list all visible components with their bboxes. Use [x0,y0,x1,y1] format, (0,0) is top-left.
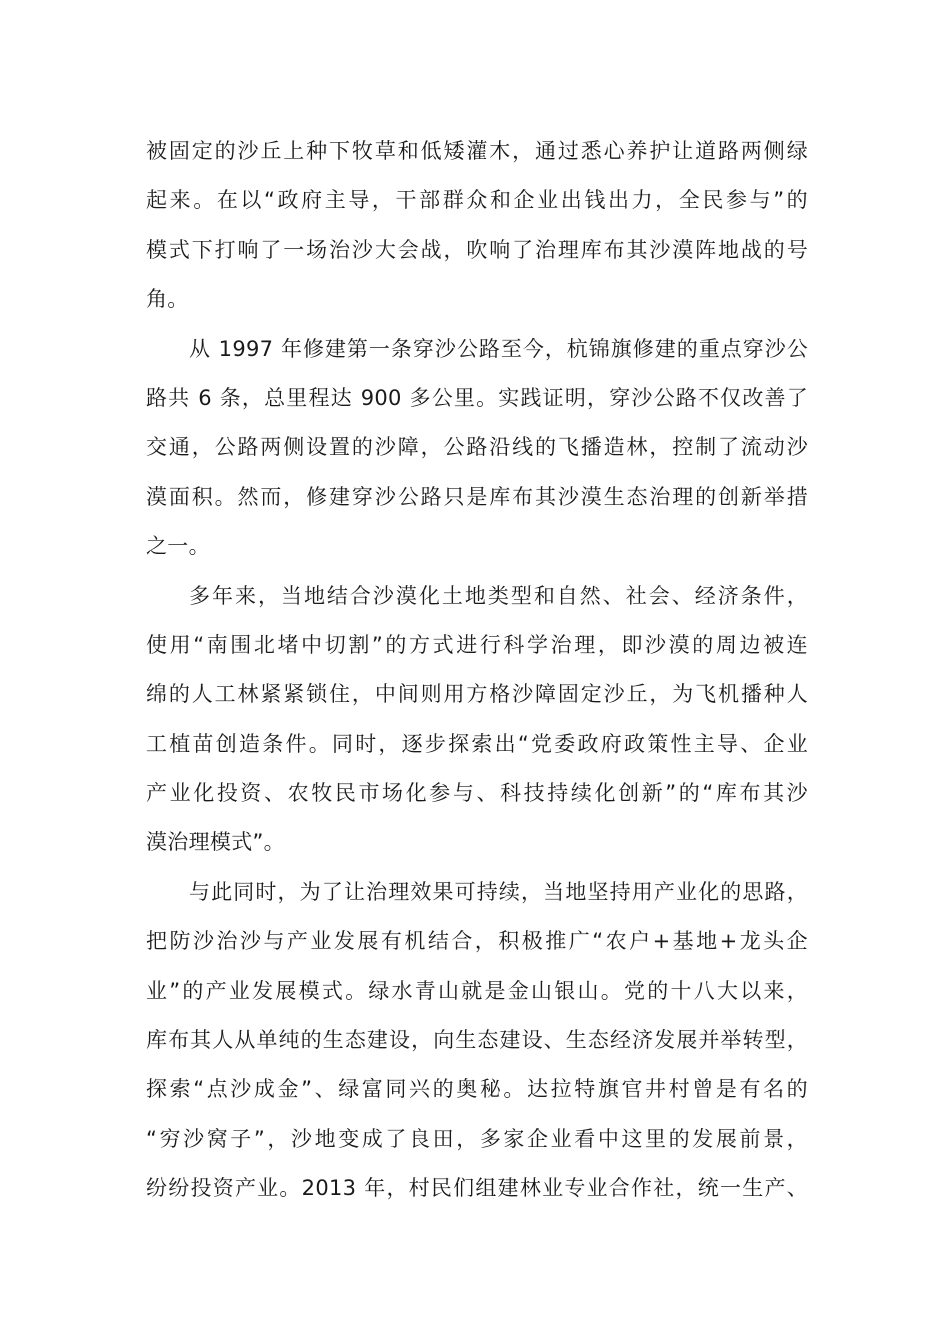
paragraph-3-line-4: 工植苗创造条件。同时，逐步探索出“党委政府政策性主导、企业 [146,731,808,756]
paragraph-1-line-3: 模式下打响了一场治沙大会战，吹响了治理库布其沙漠阵地战的号 [146,237,808,262]
paragraph-1-line-2: 起来。在以“政府主导，干部群众和企业出钱出力，全民参与”的 [146,188,808,213]
paragraph-2-line-2: 路共 6 条，总里程达 900 多公里。实践证明，穿沙公路不仅改善了 [146,385,808,410]
paragraph-4-line-3: 业”的产业发展模式。绿水青山就是金山银山。党的十八大以来， [146,978,808,1003]
paragraph-4-line-1: 与此同时，为了让治理效果可持续，当地坚持用产业化的思路， [189,879,808,904]
paragraph-1-line-1: 被固定的沙丘上种下牧草和低矮灌木，通过悉心养护让道路两侧绿 [146,139,808,163]
paragraph-2-line-1: 从 1997 年修建第一条穿沙公路至今，杭锦旗修建的重点穿沙公 [189,336,808,361]
paragraph-2-line-5: 之一。 [146,534,210,559]
paragraph-3-line-5: 产业化投资、农牧民市场化参与、科技持续化创新”的“库布其沙 [146,781,808,806]
paragraph-2-line-4: 漠面积。然而，修建穿沙公路只是库布其沙漠生态治理的创新举措 [146,484,808,509]
paragraph-3-line-3: 绵的人工林紧紧锁住，中间则用方格沙障固定沙丘，为飞机播种人 [146,682,808,707]
paragraph-2-line-3: 交通，公路两侧设置的沙障，公路沿线的飞播造林，控制了流动沙 [146,435,808,460]
paragraph-1-line-4: 角。 [146,287,189,312]
paragraph-4-line-2: 把防沙治沙与产业发展有机结合，积极推广“农户+基地+龙头企 [146,929,808,954]
paragraph-3-line-1: 多年来，当地结合沙漠化土地类型和自然、社会、经济条件， [189,583,808,608]
paragraph-4-line-6: “穷沙窝子”，沙地变成了良田，多家企业看中这里的发展前景， [146,1126,808,1151]
paragraph-4-line-7: 纷纷投资产业。2013 年，村民们组建林业专业合作社，统一生产、 [146,1176,808,1201]
paragraph-4-line-5: 探索“点沙成金”、绿富同兴的奥秘。达拉特旗官井村曾是有名的 [146,1077,808,1102]
paragraph-3-line-6: 漠治理模式”。 [146,830,285,855]
paragraph-4-line-4: 库布其人从单纯的生态建设，向生态建设、生态经济发展并举转型， [146,1028,808,1053]
document-body [146,127,808,1214]
paragraph-3-line-2: 使用“南围北堵中切割”的方式进行科学治理，即沙漠的周边被连 [146,632,808,657]
